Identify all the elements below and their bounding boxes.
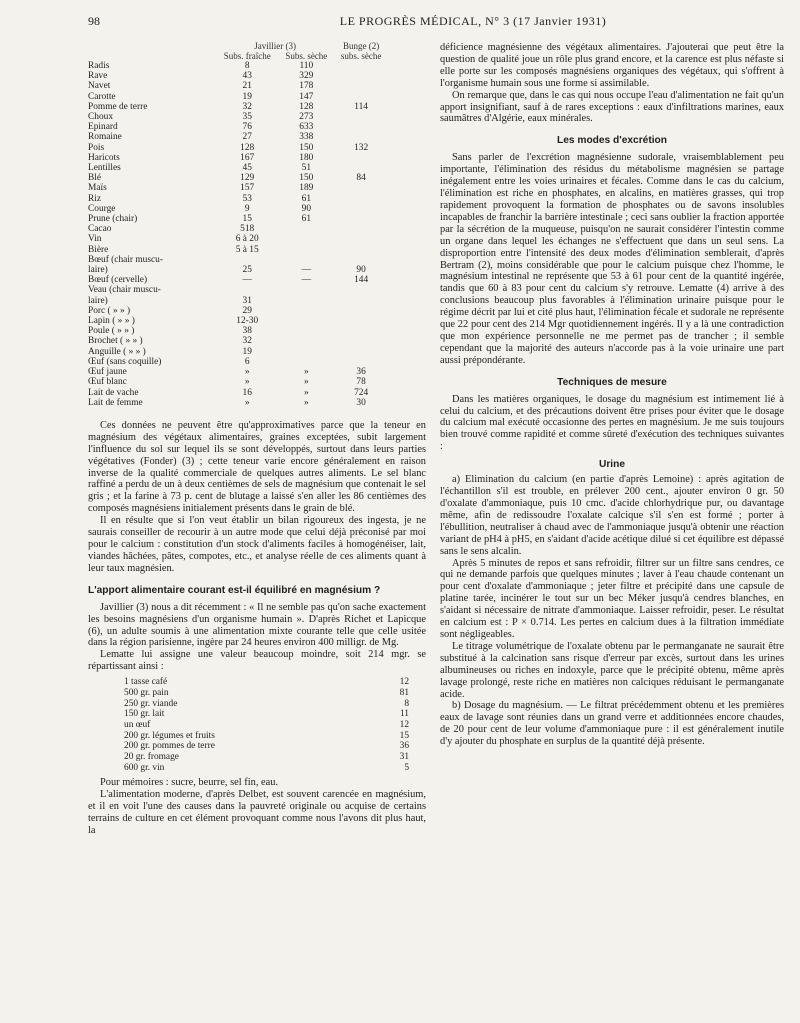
right-paragraph-2: On remarque que, dans le cas qui nous occupe l'eau d'alimentation ne fait qu'un apport insignifiant, sauf à de rares exceptions : eaux d'infiltrations marines, eaux saumâtres d'Algérie, eaux minérales. [440,89,784,125]
table-row [88,214,388,224]
javillier-seche: — [301,275,311,286]
bunge-seche [334,224,388,234]
bunge-seche [334,357,388,367]
list-item [124,763,409,774]
table-row [88,367,388,377]
javillier-fraiche: 25 [242,265,252,276]
javillier-seche [278,245,334,255]
bunge-seche [334,112,388,122]
javillier-seche [278,326,334,336]
javillier-seche: 273 [299,112,314,123]
right-paragraph-7: Le titrage volumétrique de l'oxalate obtenu par le permanganate ne saurait être substitué à la calcination sans risque d'erreur par excès, surtout dans les urines albumineuses ou riches en indoxyle, parce que le précipité obtenu, même après lavage prolongé, reste riche en matières non calciques réduisant le permanganate acide. [440,640,784,700]
intake-item: 500 gr. pain [124,687,169,698]
table-row [88,92,388,102]
food-name: Courge [88,203,116,214]
left-paragraph-2: Il en résulte que si l'on veut établir un bilan rigoureux des ingesta, je ne saurais conseiller de recourir à un autre mode que celui déjà préconisé par moi pour le calcium : constitution d'un stock d'aliments faciles à homogénéiser, lait, viandes hâchées, pâtes, compotes, etc., et analyse réelle de ces aliments quant à leur taux magnésien. [88,515,426,574]
javillier-fraiche: 8 [244,61,250,71]
left-paragraph-4: Lematte lui assigne une valeur beaucoup moindre, soit 214 mgr. se répartissant ainsi : [88,649,426,673]
food-name: Lapin ( » » ) [88,316,135,327]
list-item [124,731,409,742]
intake-value: 8 [404,698,409,709]
table-row [88,132,388,142]
table-row [88,377,388,387]
table-row [88,102,388,112]
food-name: Romaine [88,132,122,143]
table-row [88,81,388,91]
javillier-fraiche: 15 [242,214,252,225]
bunge-seche [334,326,388,336]
javillier-seche [278,296,334,306]
bunge-seche [334,61,388,71]
javillier-fraiche: 9 [244,203,250,214]
bunge-seche: 78 [356,377,366,388]
javillier-seche: 178 [299,81,314,92]
bunge-seche: 90 [356,265,366,276]
intake-item: 150 gr. lait [124,709,165,720]
javillier-seche [278,357,334,367]
food-name: Pois [88,142,105,153]
food-name: Navet [88,81,111,92]
header-seche-b: subs. sèche [340,50,382,61]
javillier-seche: 329 [299,71,314,82]
table-row [88,153,388,163]
javillier-seche: 110 [299,61,314,71]
javillier-seche: 150 [299,173,314,184]
javillier-fraiche: 129 [240,173,255,184]
bunge-seche [334,183,388,193]
javillier-fraiche: 6 à 20 [235,234,259,245]
bunge-seche: 30 [356,397,366,408]
javillier-seche: 633 [299,122,314,133]
page-header [88,14,780,30]
javillier-seche [278,306,334,316]
food-name: Bœuf (chair muscu- [88,254,163,265]
javillier-fraiche [216,255,278,265]
javillier-seche [278,285,334,295]
table-row [88,224,388,234]
subheading-urine: Urine [598,459,626,471]
food-name: Anguille ( » » ) [88,346,146,357]
bunge-seche [334,306,388,316]
javillier-seche: 61 [301,193,311,204]
javillier-fraiche [216,285,278,295]
food-name: Brochet ( » » ) [88,336,143,347]
javillier-seche: 147 [299,91,314,102]
bunge-seche: 132 [354,142,369,153]
food-name: Riz [88,193,102,204]
food-name: Bière [88,244,109,255]
javillier-fraiche: 45 [242,163,252,174]
javillier-seche: 61 [301,214,311,225]
intake-list [124,677,409,773]
bunge-seche: 36 [356,367,366,378]
javillier-fraiche: 128 [240,142,255,153]
right-column [440,42,784,748]
javillier-seche [278,255,334,265]
section-heading-apport: L'apport alimentaire courant est-il équilibré en magnésium ? [88,584,381,596]
list-item [124,752,409,763]
table-row [88,163,388,173]
table-row [88,204,388,214]
table-row [88,336,388,346]
bunge-seche [334,214,388,224]
magnesium-table [88,42,388,408]
bunge-seche [334,255,388,265]
header-fraiche: Subs. fraîche [223,50,271,61]
intake-value: 15 [399,730,409,741]
javillier-fraiche: 53 [242,193,252,204]
javillier-fraiche: — [242,275,252,286]
bunge-seche [334,336,388,346]
intake-value: 11 [399,709,409,720]
javillier-fraiche: 167 [240,152,255,163]
left-paragraph-1: Ces données ne peuvent être qu'approximatives parce que la teneur en magnésium des végétaux alimentaires, graines exceptées, subit largement l'influence du sol sur lequel ils se sont développés, surtout dans leurs parties végétatives (Fonder) (3) ; cette teneur varie encore généralement en raison inverse de la qualité commerciale de quelques autres aliments. Le sel blanc raffiné a perdu de un à deux centièmes de sels de magnésium que contenait le sel gris ; et la farine à 73 p. cent de blutage a laissé s'en aller les 86 centièmes des composés magnésiens initialement présents dans le grain de blé. [88,419,426,515]
intake-value: 12 [399,677,409,688]
bunge-seche [334,194,388,204]
javillier-fraiche: » [244,397,250,408]
right-paragraph-3: Sans parler de l'excrétion magnésienne sudorale, vraisemblablement peu importante, l'élimination des résidus du métabolisme magnésien se partage inégalement entre les voies urinaires et fécales. Comme dans le cas du calcium, l'élimination est riche en phosphates, en alcalins, en matières grasses, qui trop rapidement provoquent la formation de phosphates ou de savons insolubles incapables de franchir la barrière intestinale ; ceci sans oublier la fraction apportée par la sécrétion de la muqueuse, puisqu'on ne saurait considérer l'intestin comme un organe dans lequel les échanges ne s'effectuent que dans un seul sens. La disproportion entre l'intensité des deux modes d'élimination semblerait, d'après Bertram (2), moins considérable que pour le calcium puisque chez l'homme, le magnésium intestinal ne représente que 53 à 61 pour cent de la quantité ingérée, tandis que 60 à 83 pour cent du calcium s'y retrouve. Lematte (4) arrive à des conclusions beaucoup plus favorables à l'élimination urinaire puisque pour le régime décrit par lui et cité plus haut, l'élimination fécale et sudorale ne représente que 22 pour cent des 214 Mgr quotidiennement ingérés. Il y a là une contradiction que mon expérience personnelle ne me permet pas de trancher ; il semble cependant que la majorité des auteurs n'accorde pas à la voie urinaire une part aussi prépondérante. [440,152,784,366]
intake-value: 5 [404,762,409,773]
bunge-seche [334,92,388,102]
table-row [88,122,388,132]
bunge-seche [334,347,388,357]
table-row [88,173,388,183]
food-name: Carotte [88,91,116,102]
bunge-seche: 114 [354,101,368,112]
intake-value: 31 [399,752,409,763]
table-row [88,183,388,193]
table-row [88,61,388,71]
list-item [124,688,409,699]
header-seche: Subs. sèche [285,50,328,61]
javillier-fraiche: 5 à 15 [235,244,259,255]
table-row [88,357,388,367]
bunge-seche [334,234,388,244]
bunge-seche [334,204,388,214]
food-name: laire) [88,295,108,306]
section-heading-excretion: Les modes d'excrétion [557,135,667,147]
javillier-seche: 128 [299,101,314,112]
list-item [124,699,409,710]
food-name: Œuf blanc [88,377,127,388]
javillier-seche: 150 [299,142,314,153]
javillier-fraiche: 31 [242,295,252,306]
section-heading-techniques: Techniques de mesure [557,376,667,388]
table-row [88,326,388,336]
food-name: Lait de vache [88,387,139,398]
food-name: laire) [88,265,108,276]
header-bunge: Bunge (2) [342,41,380,51]
food-name: Epinard [88,122,118,133]
table-row [88,255,388,265]
bunge-seche: 84 [356,173,366,184]
javillier-fraiche: 76 [242,122,252,133]
javillier-fraiche: 19 [242,91,252,102]
right-paragraph-6: Après 5 minutes de repos et sans refroidir, filtrer sur un filtre sans cendres, ce qui ne demande parfois que quelques minutes ; laver à l'eau chaude contenant un pour cent d'oxalate d'ammoniaque ; jeter filtre et précipité dans une capsule de platine tarée, incinérer le tout sur un bec Méker jusqu'à cendres blanches, en s'aidant si nécessaire de nitrate d'ammoniaque. Laisser refroidir, peser. Le résultat en calcium est : P × 0.714. Les pertes en calcium dues à la filtration immédiate sont négligeables. [440,557,784,640]
intake-value: 36 [399,741,409,752]
javillier-seche [278,234,334,244]
bunge-seche [334,245,388,255]
javillier-fraiche: 38 [242,326,252,337]
javillier-fraiche: 27 [242,132,252,143]
left-paragraph-5: Pour mémoires : sucre, beurre, sel fin, eau. [100,777,279,789]
javillier-fraiche: 21 [242,81,252,92]
bunge-seche: 724 [354,387,369,398]
food-name: Poule ( » » ) [88,326,135,337]
intake-item: 250 gr. viande [124,698,178,709]
table-row [88,143,388,153]
food-name: Bœuf (cervelle) [88,275,148,286]
table-row [88,388,388,398]
javillier-seche: » [303,377,309,388]
javillier-fraiche: 16 [242,387,252,398]
left-column [88,42,426,837]
food-name: Blé [88,173,102,184]
javillier-seche: 338 [299,132,314,143]
intake-item: 600 gr. vin [124,762,165,773]
javillier-seche [278,336,334,346]
food-name: Rave [88,71,108,82]
table-row [88,234,388,244]
javillier-seche: » [303,387,309,398]
javillier-fraiche: » [244,377,250,388]
table-row [88,296,388,306]
intake-value: 12 [399,719,409,730]
javillier-fraiche: 6 [244,356,250,367]
javillier-fraiche: 19 [242,346,252,357]
javillier-fraiche: 157 [240,183,255,194]
food-name: Cacao [88,224,112,235]
food-name: Veau (chair muscu- [88,285,161,296]
list-item [124,709,409,720]
journal-title: LE PROGRÈS MÉDICAL, N° 3 (17 Janvier 1931) [339,14,607,28]
javillier-seche: » [303,367,309,378]
table-row [88,194,388,204]
right-paragraph-4: Dans les matières organiques, le dosage du magnésium est intimement lié à celui du calcium, et des précautions doivent être prises pour éviter que le dosage du calcium mal exécuté occasionne des pertes en magnésium. Je me suis toujours bien trouvé comme rapidité et comme sûreté d'exécution des techniques suivantes : [440,393,784,453]
bunge-seche [334,316,388,326]
intake-item: 20 gr. fromage [124,752,179,763]
food-name: Maïs [88,183,107,194]
right-paragraph-5: a) Elimination du calcium (en partie d'après Lemoine) : après agitation de l'échantillon s'il est trouble, en prélever 200 cent., ajouter environ 0 gr. 50 d'oxalate d'ammoniaque, puis 10 cmc. d'acide chlorhydrique pur, ou davantage même, afin de redissoudre l'oxalate calcique s'il s'en est formé ; porter à l'ébullition, neutraliser à chaud avec de l'ammoniaque jusqu'à obtenir une réaction variant de pH4 à pH5, en s'aidant d'acide acétique dilué si cet équilibre est dépassé sans le sens alcalin. [440,474,784,557]
javillier-seche: 189 [299,183,314,194]
food-name: Vin [88,234,102,245]
list-item [124,720,409,731]
food-name: Lait de femme [88,397,143,408]
javillier-seche: 90 [301,203,311,214]
javillier-seche [278,224,334,234]
bunge-seche [334,153,388,163]
table-row [88,265,388,275]
header-javillier: Javillier (3) [254,41,296,51]
right-paragraph-1: déficience magnésienne des végétaux alimentaires. J'ajouterai que peut être la question de qualité joue un rôle plus grand encore, et la carence est plus néfaste si elle porte sur les composés magnésiens organiques des végétaux, qui s'offrent à l'organisme humain sous une forme si assimilable. [440,42,784,89]
food-name: Haricots [88,152,120,163]
table-row [88,347,388,357]
bunge-seche: 144 [354,275,369,286]
food-name: Œuf jaune [88,367,127,378]
food-name: Pomme de terre [88,101,148,112]
food-name: Prune (chair) [88,214,138,225]
javillier-seche [278,347,334,357]
bunge-seche [334,71,388,81]
page-number: 98 [88,14,100,28]
javillier-fraiche: 32 [242,336,252,347]
right-paragraph-8: b) Dosage du magnésium. — Le filtrat précédemment obtenu et les premières eaux de lavage sont réunies dans un grand verre et additionnées encore chaudes, de 20 pour cent de leur volume d'ammoniaque pure : il est généralement inutile d'y ajouter du phosphate en surplus de la quantité déjà présente. [440,700,784,748]
food-name: Porc ( » » ) [88,305,131,316]
table-row [88,306,388,316]
bunge-seche [334,81,388,91]
food-name: Choux [88,112,114,123]
table-row [88,71,388,81]
bunge-seche [334,296,388,306]
intake-item: un œuf [124,719,151,730]
javillier-fraiche: » [244,367,250,378]
javillier-seche: — [301,265,311,276]
javillier-fraiche: 12-30 [236,316,259,327]
food-name: Œuf (sans coquille) [88,356,162,367]
table-row [88,112,388,122]
javillier-fraiche: 43 [242,71,252,82]
javillier-fraiche: 29 [242,305,252,316]
left-paragraph-6: L'alimentation moderne, d'après Delbet, est souvent carencée en magnésium, et il en voit l'une des causes dans la pauvreté originale ou acquise de certains terrains de culture en cet élément provoquant comme nous l'avons dit plus haut, la [88,789,426,837]
left-paragraph-3: Javillier (3) nous a dit récemment : « Il ne semble pas qu'on sache exactement les besoins magnésiens d'un organisme humain ». D'après Richet et Lapicque (6), un adulte soumis à une alimentation mixte courante telle que celle usitée dans la région parisienne, ingère par 24 heures environ 400 milligr. de Mg. [88,601,426,649]
food-name: Radis [88,61,110,71]
javillier-fraiche: 518 [240,224,255,235]
table-row [88,285,388,295]
javillier-seche: » [303,397,309,408]
javillier-seche: 51 [301,163,311,174]
table-row [88,398,388,408]
list-item [124,741,409,752]
intake-item: 1 tasse café [124,677,168,688]
bunge-seche [334,163,388,173]
table-row [88,275,388,285]
javillier-fraiche: 35 [242,112,252,123]
bunge-seche [334,122,388,132]
table-row [88,316,388,326]
javillier-seche [278,316,334,326]
javillier-fraiche: 32 [242,101,252,112]
table-row [88,245,388,255]
javillier-seche: 180 [299,152,314,163]
food-name: Lentilles [88,163,121,174]
bunge-seche [334,132,388,142]
list-item [124,677,409,688]
bunge-seche [334,285,388,295]
intake-value: 81 [399,687,409,698]
intake-item: 200 gr. pommes de terre [124,741,215,752]
intake-item: 200 gr. légumes et fruits [124,730,215,741]
